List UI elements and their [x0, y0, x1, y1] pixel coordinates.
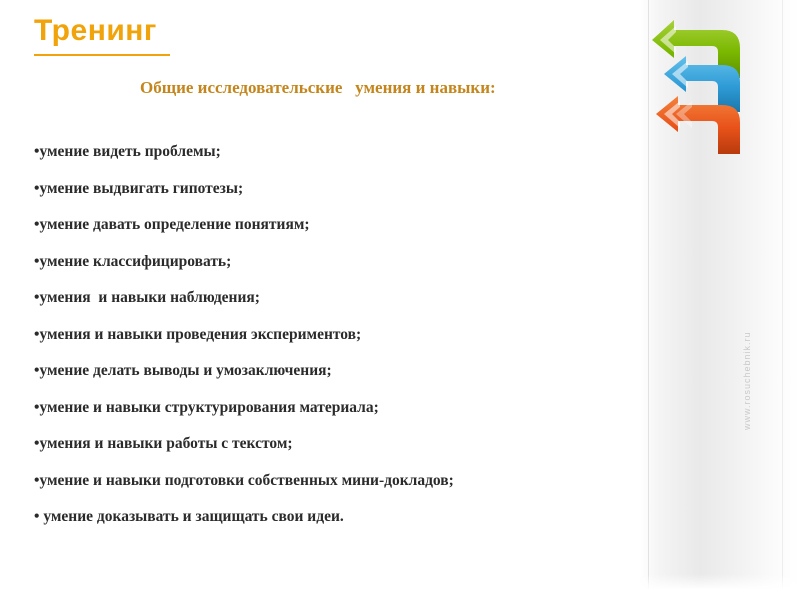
list-item	[34, 400, 634, 416]
list-item-label: умение выдвигать гипотезы;	[39, 179, 244, 197]
bullet-marker-icon: •	[34, 435, 40, 452]
bullet-marker-icon: •	[34, 143, 40, 160]
list-item	[34, 473, 634, 489]
list-item	[34, 181, 634, 197]
bullet-marker-icon: •	[34, 362, 40, 379]
bullet-marker-icon: •	[34, 508, 40, 525]
list-item-label: умение и навыки подготовки собственных мини-докладов;	[39, 471, 454, 489]
bullet-marker-icon: •	[34, 179, 40, 197]
bullet-marker-icon: •	[34, 471, 40, 489]
panel-divider-right	[782, 0, 783, 600]
list-item-label: умения и навыки проведения экспериментов;	[39, 325, 362, 343]
list-item-label: умения и навыки наблюдения;	[39, 289, 260, 306]
list-item	[34, 254, 634, 270]
list-item-label: умение давать определение понятиям;	[39, 216, 310, 233]
three-arrows-icon	[644, 8, 764, 178]
list-item	[34, 509, 634, 525]
bullet-marker-icon: •	[34, 216, 40, 233]
bottom-fade	[0, 574, 800, 600]
bullet-marker-icon: •	[34, 289, 40, 306]
bullet-marker-icon: •	[34, 398, 40, 416]
list-item	[34, 290, 634, 306]
list-item-label: умение и навыки структурирования материала;	[39, 398, 379, 416]
bullet-list	[34, 144, 634, 546]
bullet-marker-icon: •	[34, 325, 40, 343]
slide-subtitle: Общие исследовательские умения и навыки:	[140, 78, 496, 97]
list-item	[34, 144, 634, 160]
list-item-label: умение видеть проблемы;	[39, 143, 221, 160]
list-item	[34, 327, 634, 343]
list-item-label: умение классифицировать;	[39, 252, 232, 270]
watermark-label: www.rosuchebnik.ru	[742, 331, 752, 430]
bullet-marker-icon: •	[34, 252, 40, 270]
list-item-label: умение делать выводы и умозаключения;	[39, 362, 332, 379]
list-item	[34, 436, 634, 452]
slide-title: Тренинг	[34, 14, 157, 47]
list-item-label: умение доказывать и защищать свои идеи.	[39, 508, 344, 525]
title-underline	[34, 54, 170, 56]
list-item	[34, 363, 634, 379]
arrows-graphic	[644, 8, 764, 178]
list-item	[34, 217, 634, 233]
list-item-label: умения и навыки работы с текстом;	[39, 435, 293, 452]
